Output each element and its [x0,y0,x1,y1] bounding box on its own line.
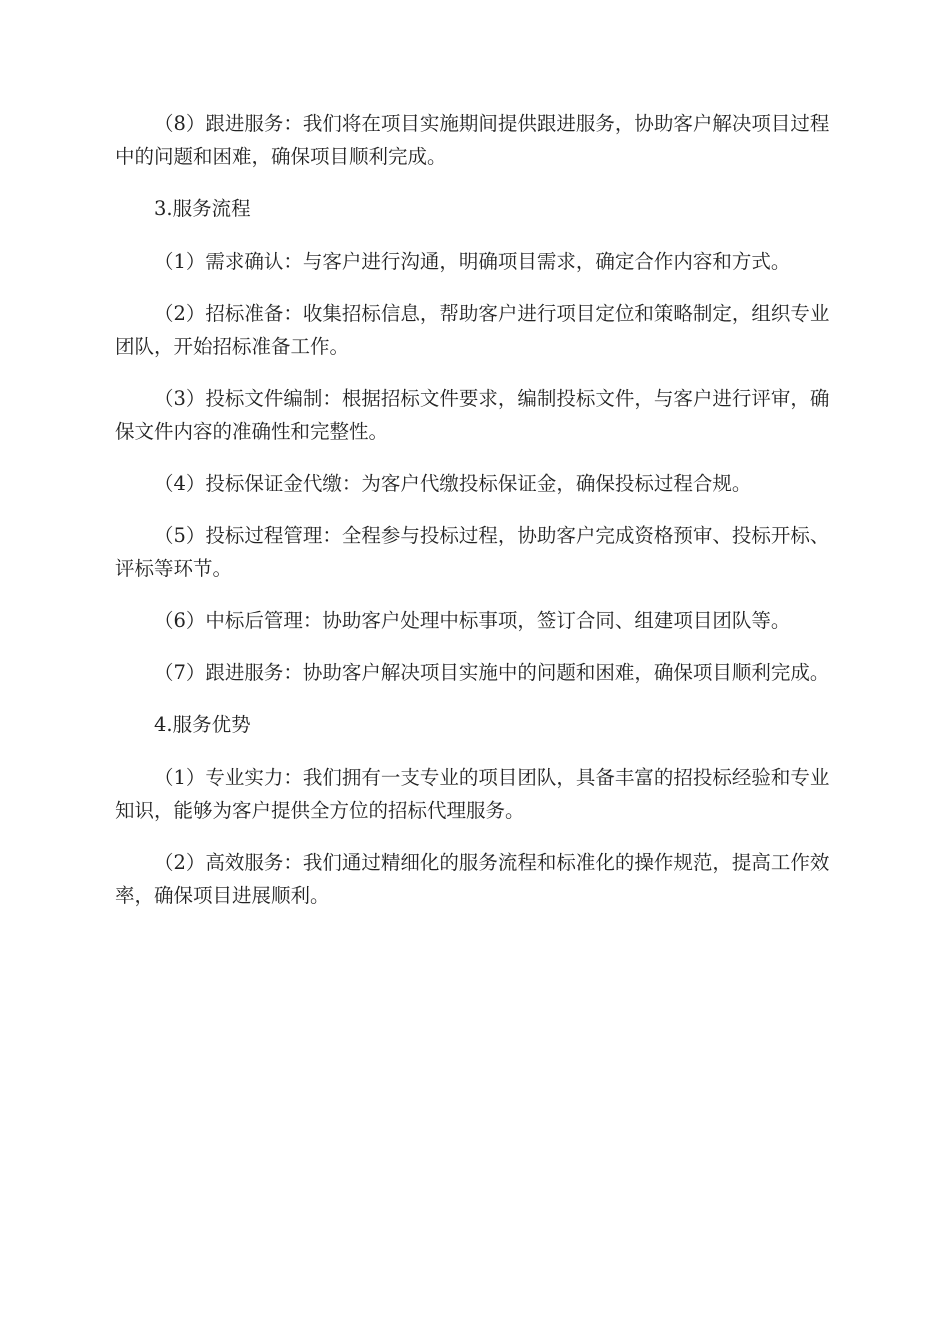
paragraph-bid-preparation: （2）招标准备：收集招标信息，帮助客户进行项目定位和策略制定，组织专业团队，开始招标准备工作。 [115,302,830,358]
paragraph-followup-service-8: （8）跟进服务：我们将在项目实施期间提供跟进服务，协助客户解决项目过程中的问题和困难，确保项目顺利完成。 [115,112,830,168]
paragraph-bid-process-management: （5）投标过程管理：全程参与投标过程，协助客户完成资格预审、投标开标、评标等环节。 [115,524,830,580]
paragraph-professional-strength: （1）专业实力：我们拥有一支专业的项目团队，具备丰富的招投标经验和专业知识，能够为客户提供全方位的招标代理服务。 [115,766,830,822]
paragraph-efficient-service: （2）高效服务：我们通过精细化的服务流程和标准化的操作规范，提高工作效率，确保项目进展顺利。 [115,851,830,907]
paragraph-bid-deposit: （4）投标保证金代缴：为客户代缴投标保证金，确保投标过程合规。 [154,472,752,495]
section-heading-service-process: 3.服务流程 [154,197,251,220]
paragraph-post-award-management: （6）中标后管理：协助客户处理中标事项，签订合同、组建项目团队等。 [154,609,791,632]
paragraph-needs-confirmation: （1）需求确认：与客户进行沟通，明确项目需求，确定合作内容和方式。 [154,250,791,273]
document-body [115,107,837,931]
section-heading-service-advantages: 4.服务优势 [154,713,251,736]
paragraph-bid-document-drafting: （3）投标文件编制：根据招标文件要求，编制投标文件，与客户进行评审，确保文件内容的准确性和完整性。 [115,387,830,443]
paragraph-followup-service-7: （7）跟进服务：协助客户解决项目实施中的问题和困难，确保项目顺利完成。 [154,661,830,684]
